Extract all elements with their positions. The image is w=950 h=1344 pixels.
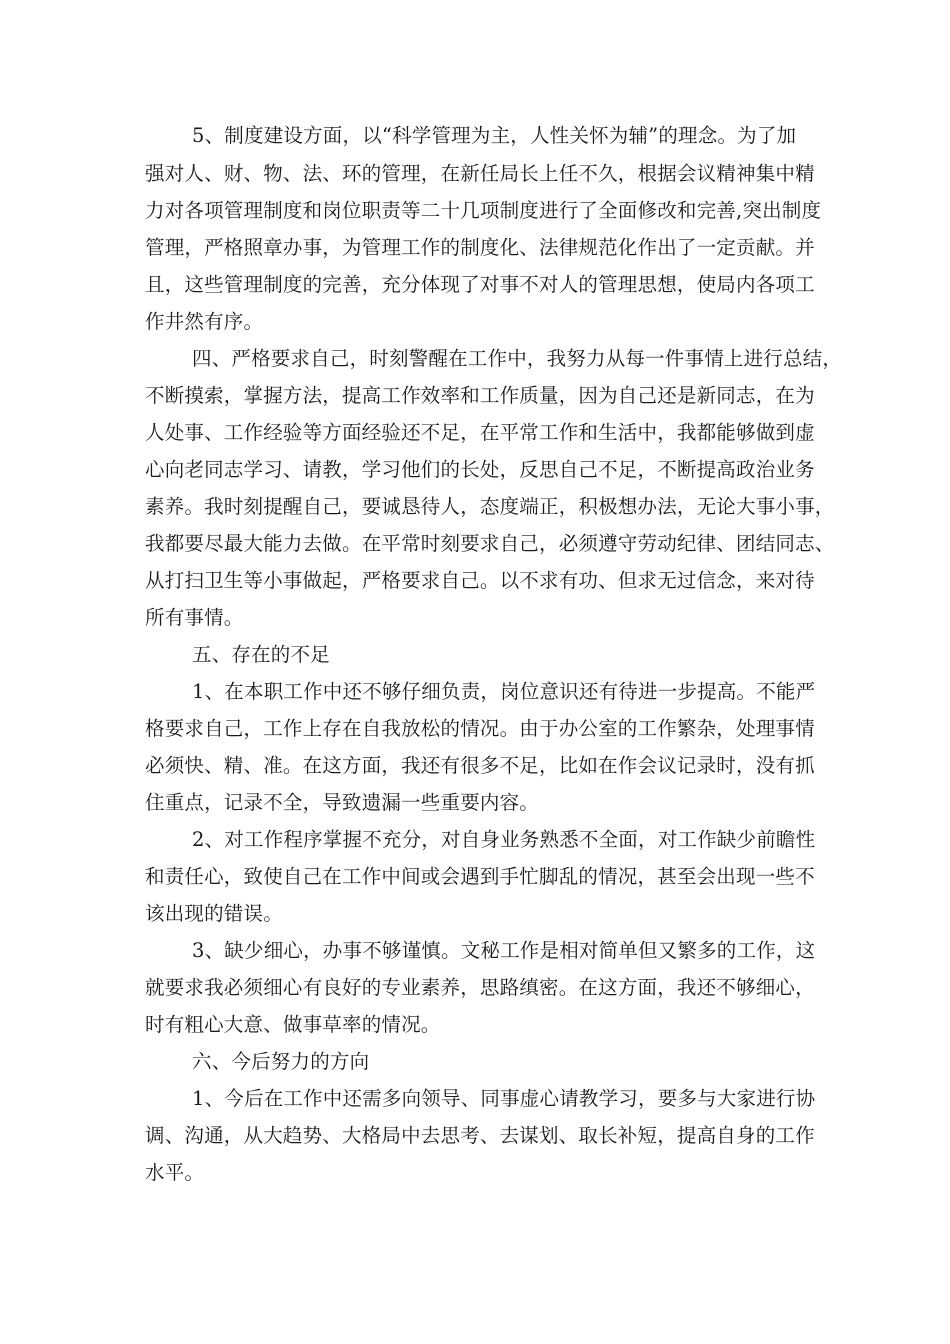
text-line: 时有粗心大意、做事草率的情况。 — [145, 1013, 441, 1036]
text-line: 人处事、工作经验等方面经验还不足，在平常工作和生活中，我都能够做到虚 — [145, 421, 815, 444]
section-heading: 六、今后努力的方向 — [192, 1050, 370, 1073]
text-line: 1、今后在工作中还需多向领导、同事虚心请教学习，要多与大家进行协 — [192, 1087, 816, 1110]
text-line: 该出现的错误。 — [145, 902, 283, 925]
text-line: 必须快、精、准。在这方面，我还有很多不足，比如在作会议记录时，没有抓 — [145, 754, 815, 777]
text-line: 2、对工作程序掌握不充分，对自身业务熟悉不全面，对工作缺少前瞻性 — [192, 828, 816, 851]
text-line: 管理，严格照章办事，为管理工作的制度化、法律规范化作出了一定贡献。并 — [145, 236, 815, 259]
text-line: 3、缺少细心，办事不够谨慎。文秘工作是相对简单但又繁多的工作，这 — [192, 939, 816, 962]
text-line: 和责任心，致使自己在工作中间或会遇到手忙脚乱的情况，甚至会出现一些不 — [145, 865, 815, 888]
text-line: 作井然有序。 — [145, 310, 264, 333]
text-line: 1、在本职工作中还不够仔细负责，岗位意识还有待进一步提高。不能严 — [192, 680, 816, 703]
text-line: 强对人、财、物、法、环的管理，在新任局长上任不久，根据会议精神集中精 — [145, 162, 815, 185]
text-line: 住重点，记录不全，导致遗漏一些重要内容。 — [145, 791, 540, 814]
text-line: 5、制度建设方面，以“科学管理为主，人性关怀为辅”的理念。为了加 — [192, 124, 797, 147]
text-line: 调、沟通，从大趋势、大格局中去思考、去谋划、取长补短，提高自身的工作 — [145, 1124, 815, 1147]
text-line: 我都要尽最大能力去做。在平常时刻要求自己，必须遵守劳动纪律、团结同志、 — [145, 532, 835, 555]
text-line: 从打扫卫生等小事做起，严格要求自己。以不求有功、但求无过信念，来对待 — [145, 569, 815, 592]
text-line: 四、严格要求自己，时刻警醒在工作中，我努力从每一件事情上进行总结， — [192, 347, 843, 370]
text-line: 心向老同志学习、请教，学习他们的长处，反思自己不足，不断提高政治业务 — [145, 458, 815, 481]
text-line: 就要求我必须细心有良好的专业素养，思路缜密。在这方面，我还不够细心， — [145, 976, 815, 999]
section-heading: 五、存在的不足 — [192, 643, 330, 666]
text-line: 不断摸索，掌握方法，提高工作效率和工作质量，因为自己还是新同志，在为 — [145, 384, 815, 407]
text-line: 所有事情。 — [145, 606, 244, 629]
text-line: 力对各项管理制度和岗位职责等二十几项制度进行了全面修改和完善,突出制度 — [145, 199, 822, 222]
text-line: 素养。我时刻提醒自己，要诚恳待人，态度端正，积极想办法，无论大事小事， — [145, 495, 835, 518]
text-line: 格要求自己，工作上存在自我放松的情况。由于办公室的工作繁杂，处理事情 — [145, 717, 815, 740]
text-line: 水平。 — [145, 1161, 205, 1184]
text-line: 且，这些管理制度的完善，充分体现了对事不对人的管理思想，使局内各项工 — [145, 273, 815, 296]
